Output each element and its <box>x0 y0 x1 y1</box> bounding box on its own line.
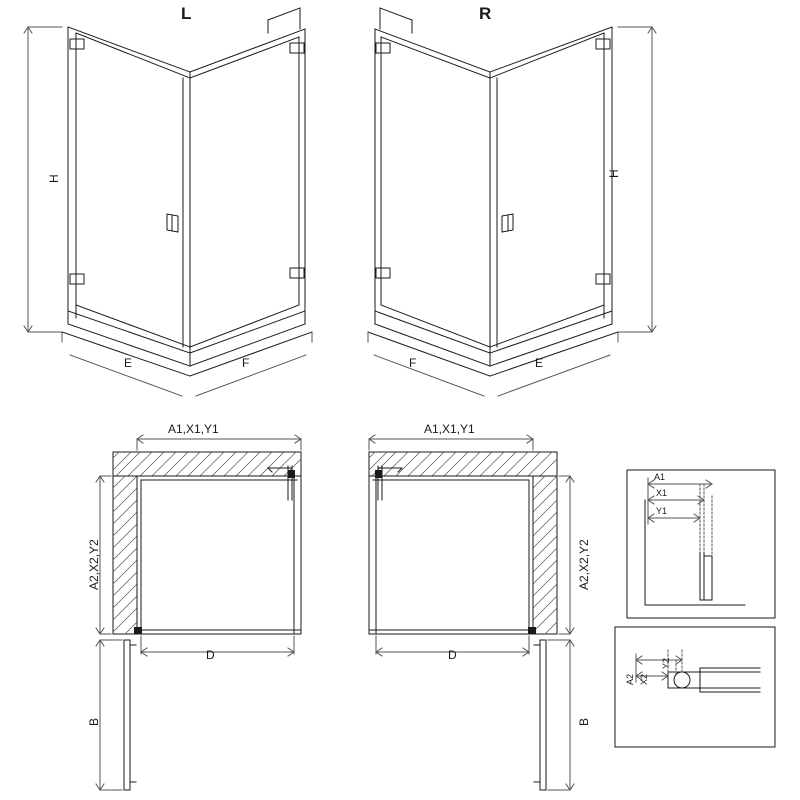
plan-left-dims <box>96 435 301 790</box>
plan-right-dims <box>369 435 574 790</box>
iso-left-height-label: H <box>47 174 61 183</box>
plan-right-top-dim-label: A1,X1,Y1 <box>424 422 475 436</box>
plan-view-right <box>369 452 557 790</box>
detail-box-top <box>627 470 775 618</box>
dim-height-right <box>618 27 656 332</box>
iso-right-label-e: E <box>535 356 544 370</box>
plan-right-inner-dim-label: D <box>448 648 457 662</box>
detail-top-dim-a1: A1 <box>654 472 666 482</box>
iso-right-label-f: F <box>409 356 417 370</box>
detail-top-dim-y1: Y1 <box>656 506 668 516</box>
iso-left-variant-label: L <box>181 4 192 23</box>
detail-bottom-dim-y2: Y2 <box>661 657 671 669</box>
iso-right-variant-label: R <box>479 4 492 23</box>
plan-left-door-dim-label: B <box>87 717 101 726</box>
plan-right-door-dim-label: B <box>577 717 591 726</box>
plan-left-inner-dim-label: D <box>206 648 215 662</box>
plan-right-side-dim-label: A2,X2,Y2 <box>577 539 591 590</box>
detail-top-dim-x1: X1 <box>656 488 668 498</box>
iso-left-label-e: E <box>124 356 133 370</box>
plan-left-side-dim-label: A2,X2,Y2 <box>87 539 101 590</box>
plan-view-left <box>113 452 301 790</box>
detail-bottom-dim-a2: A2 <box>625 673 635 685</box>
iso-left-label-f: F <box>242 356 250 370</box>
plan-left-top-dim-label: A1,X1,Y1 <box>168 422 219 436</box>
detail-bottom-dim-x2: X2 <box>639 673 649 685</box>
iso-right-height-label: H <box>607 169 621 178</box>
detail-box-bottom <box>615 627 775 747</box>
iso-view-left <box>62 8 312 376</box>
iso-view-right <box>368 8 621 376</box>
